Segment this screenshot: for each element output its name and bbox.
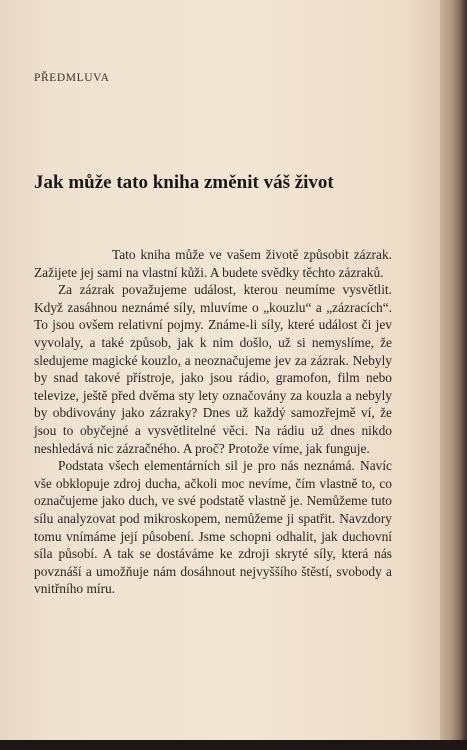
paragraph-2: Za zázrak považujeme událost, kterou neumíme vysvětlit. Když zasáhnou neznámé síly, mluvíme o „kouzlu“ a „zázracích“. To jsou ovšem relativní pojmy. Známe-li síly, které událost či jev vyvolaly, a také způsob, jak k nim došlo, už si nemyslíme, že sledujeme magické kouzlo, a neoznačujeme jev za zázrak. Nebyly by snad takové přístroje, jako jsou rádio, gramofon, film nebo televize, ještě před dvěma sty lety označovány za kouzla a nebyly by obdivovány jako zázraky? Dnes už každý samozřejmě ví, že jsou to obyčejné a vysvětlitelné věci. Na rádiu už dnes nikdo neshledává nic zázračného. A proč? Protože víme, jak funguje. bbox=[34, 282, 392, 456]
running-head: PŘEDMLUVA bbox=[34, 72, 110, 84]
paragraph-1: Tato kniha může ve vašem životě způsobit zázrak. Zažijete jej sami na vlastní kůži. A budete svědky těchto zázraků. bbox=[34, 247, 392, 280]
chapter-title: Jak může tato kniha změnit váš život bbox=[34, 172, 334, 193]
paragraph-3: Podstata všech elementárních sil je pro nás neznámá. Navíc vše obklopuje zdroj ducha, ačkoli moc nevíme, čím vlastně to, co označujeme jako duch, ve své podstatě vlastně je. Nemůžeme tuto sílu analyzovat pod mikroskopem, nemůžeme ji spatřit. Navzdory tomu vnímáme její působení. Jsme schopni odhalit, jak duchovní síla působí. A tak se dostáváme ke zdroji skryté síly, která nás povznáší a umožňuje nám dosáhnout nejvyššího štěstí, svobody a vnitřního míru. bbox=[34, 458, 392, 597]
page-bottom-edge bbox=[0, 740, 467, 750]
page-stack-edge bbox=[440, 0, 467, 750]
body-text bbox=[34, 246, 392, 598]
